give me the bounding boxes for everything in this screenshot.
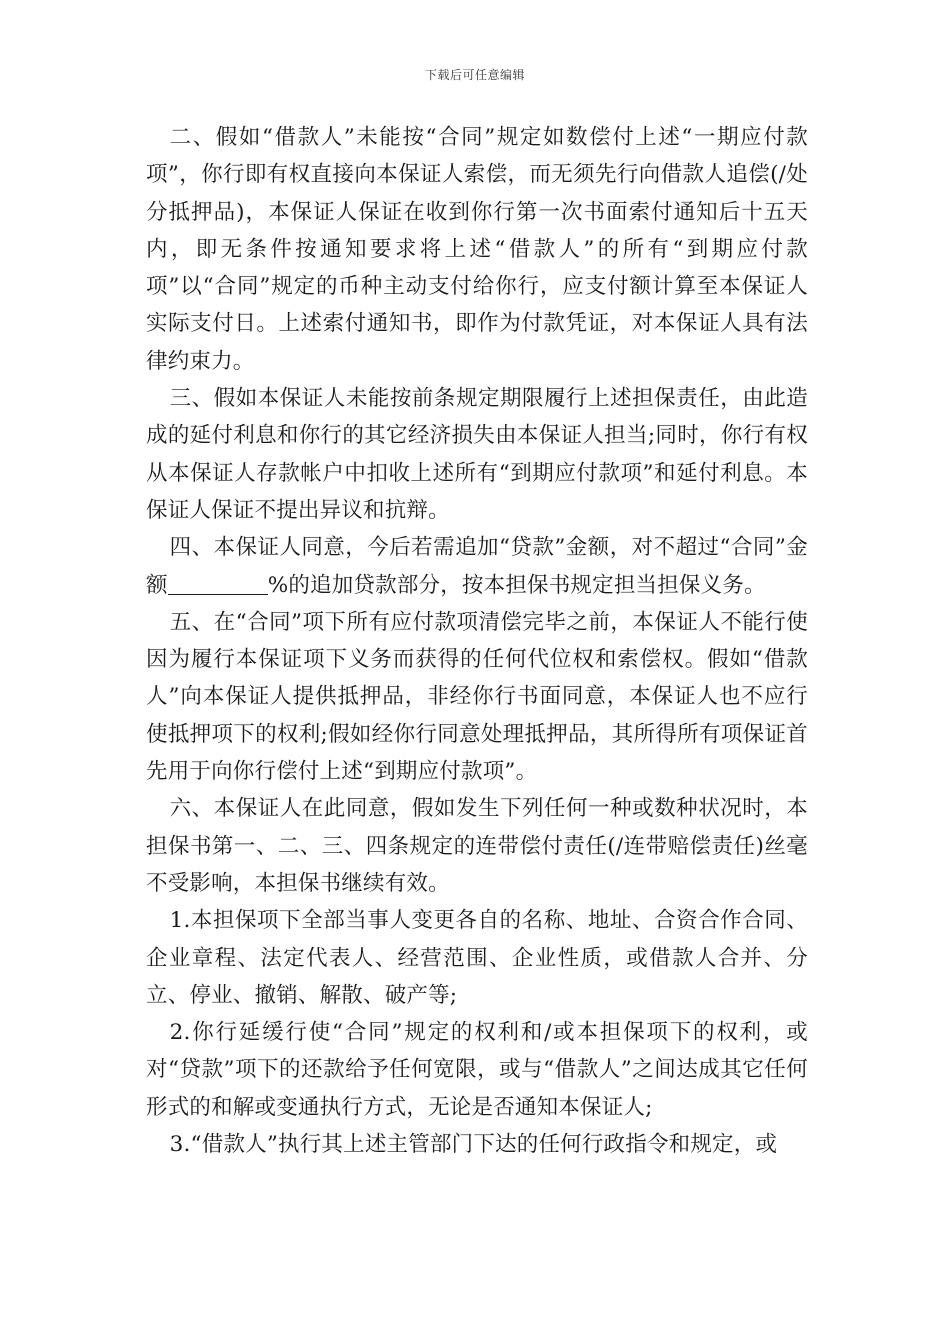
list-item-3: 3.“借款人”执行其上述主管部门下达的任何行政指令和规定，或 (169, 1132, 778, 1158)
clause-6: 六、本保证人在此同意，假如发生下列任何一种或数种状况时，本担保书第一、二、三、四条规定的连带偿付责任(/连带赔偿责任)丝毫不受影响，本担保书继续有效。 (146, 796, 808, 896)
page-header: 下载后可任意编辑 (424, 68, 525, 82)
list-item-1: 1.本担保项下全部当事人变更各自的名称、地址、合资合作合同、企业章程、法定代表人、经营范围、企业性质，或借款人合并、分立、停业、撤销、解散、破产等; (146, 908, 808, 1008)
clause-4-text-before: 四、本保证人同意，今后若需追加“贷款”金额，对不超过“合同”金额 (146, 535, 808, 598)
document-body (146, 119, 808, 1163)
clause-3: 三、假如本保证人未能按前条规定期限履行上述担保责任，由此造成的延付利息和你行的其它经济损失由本保证人担当;同时，你行有权从本保证人存款帐户中扣收上述所有“到期应付款项”和延付利息。本保证人保证不提出异议和抗辩。 (146, 386, 808, 523)
clause-4-text-after: %的追加贷款部分，按本担保书规定担当担保义务。 (267, 572, 766, 598)
clause-4 (146, 529, 808, 604)
fill-in-blank (168, 572, 268, 595)
list-item-2: 2.你行延缓行使“合同”规定的权利和/或本担保项下的权利，或对“贷款”项下的还款给予任何宽限，或与“借款人”之间达成其它任何形式的和解或变通执行方式，无论是否通知本保证人; (146, 1020, 808, 1120)
clause-2: 二、假如“借款人”未能按“合同”规定如数偿付上述“一期应付款项”，你行即有权直接向本保证人索偿，而无须先行向借款人追偿(/处分抵押品)，本保证人保证在收到你行第一次书面索付通知后十五天内，即无条件按通知要求将上述“借款人”的所有“到期应付款项”以“合同”规定的币种主动支付给你行，应支付额计算至本保证人实际支付日。上述索付通知书，即作为付款凭证，对本保证人具有法律约束力。 (146, 125, 808, 374)
clause-5: 五、在“合同”项下所有应付款项清偿完毕之前，本保证人不能行使因为履行本保证项下义务而获得的任何代位权和索偿权。假如“借款人”向本保证人提供抵押品，非经你行书面同意，本保证人也不应行使抵押项下的权利;假如经你行同意处理抵押品，其所得所有项保证首先用于向你行偿付上述“到期应付款项”。 (146, 609, 808, 785)
